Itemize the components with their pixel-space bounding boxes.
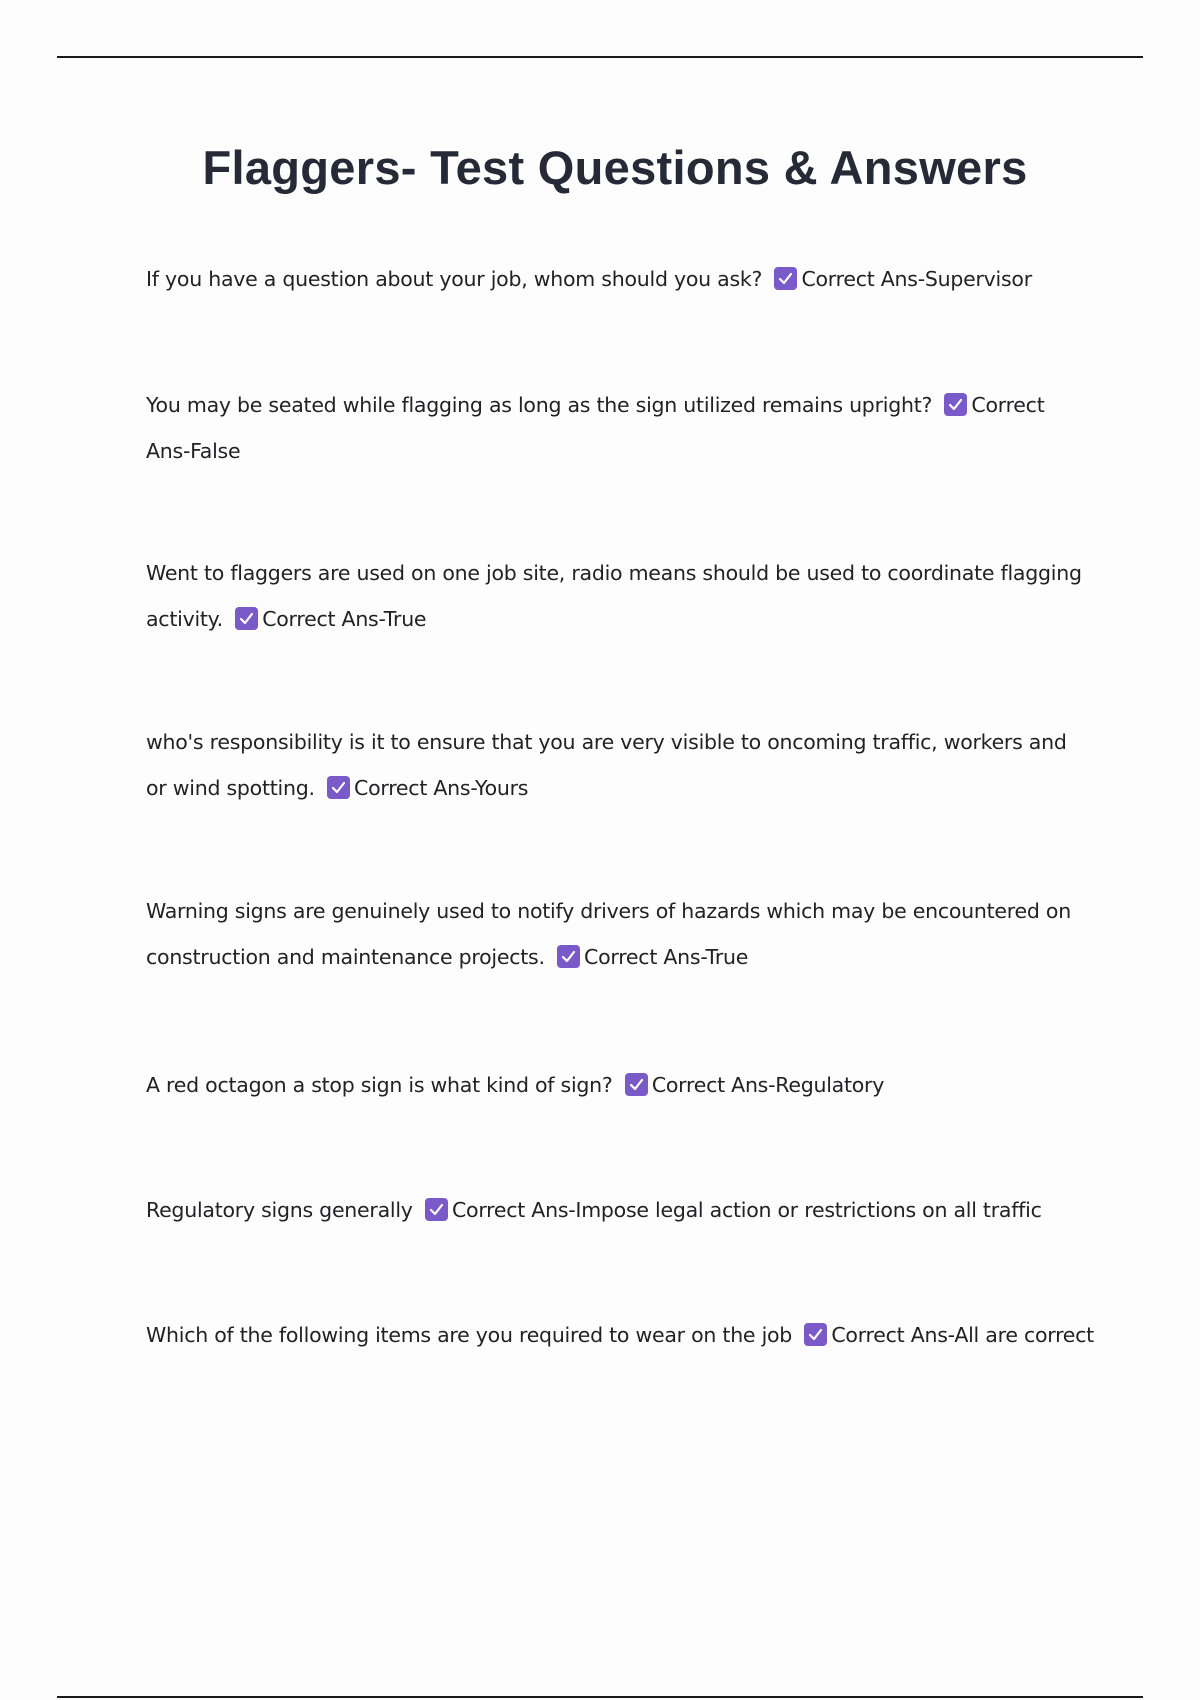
answer-text: Correct Ans-Supervisor <box>801 267 1032 291</box>
checkbox-checked-icon <box>625 1073 648 1096</box>
top-rule <box>57 56 1143 58</box>
checkbox-checked-icon <box>944 393 967 416</box>
bottom-rule <box>57 1696 1143 1698</box>
answer-text: Correct Ans-Impose legal action or restrictions on all traffic <box>451 1198 1042 1222</box>
answer-text: Correct Ans-True <box>584 945 749 969</box>
qa-item <box>146 382 1086 474</box>
question-text: You may be seated while flagging as long as the sign utilized remains upright? <box>146 393 933 417</box>
answer-text: Correct Ans-False <box>146 393 1045 463</box>
page-title: Flaggers- Test Questions & Answers <box>202 141 1028 194</box>
question-text: A red octagon a stop sign is what kind of sign? <box>146 1073 613 1097</box>
qa-item <box>146 1062 1086 1108</box>
checkbox-checked-icon <box>425 1198 448 1221</box>
checkbox-checked-icon <box>557 945 580 968</box>
checkbox-checked-icon <box>774 267 797 290</box>
answer-text: Correct Ans-All are correct <box>831 1323 1094 1347</box>
checkbox-checked-icon <box>804 1323 827 1346</box>
checkbox-checked-icon <box>235 607 258 630</box>
question-text: Which of the following items are you required to wear on the job <box>146 1323 793 1347</box>
qa-item <box>146 888 1086 980</box>
checkbox-checked-icon <box>327 776 350 799</box>
qa-item <box>146 1187 1086 1233</box>
question-text: Warning signs are genuinely used to notify drivers of hazards which may be encountered on construction and maintenance projects. <box>146 899 1071 969</box>
qa-item <box>146 719 1086 811</box>
answer-text: Correct Ans-Regulatory <box>651 1073 885 1097</box>
question-text: If you have a question about your job, whom should you ask? <box>146 267 763 291</box>
qa-item <box>146 1312 1126 1358</box>
qa-item <box>146 256 1086 302</box>
answer-text: Correct Ans-Yours <box>354 776 529 800</box>
question-text: who's responsibility is it to ensure that you are very visible to oncoming traffic, workers and or wind spotting. <box>146 730 1067 800</box>
question-text: Regulatory signs generally <box>146 1198 413 1222</box>
question-text: Went to flaggers are used on one job site, radio means should be used to coordinate flagging activity. <box>146 561 1082 631</box>
qa-item <box>146 550 1086 642</box>
answer-text: Correct Ans-True <box>262 607 427 631</box>
